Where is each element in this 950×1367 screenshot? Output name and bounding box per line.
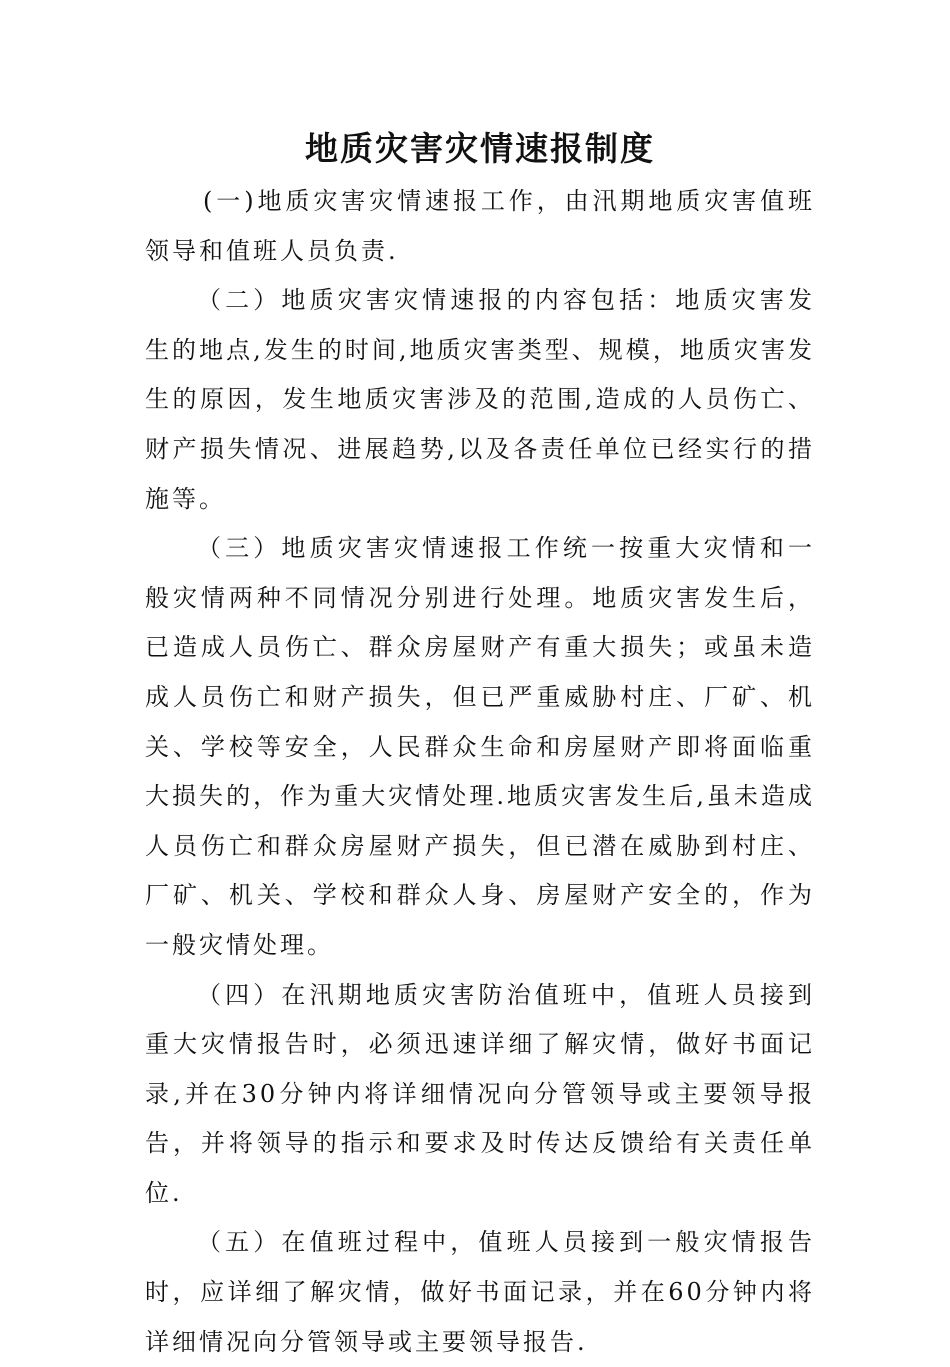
paragraph-4: （四）在汛期地质灾害防治值班中，值班人员接到重大灾情报告时，必须迅速详细了解灾情，做好书面记录,并在30分钟内将详细情况向分管领导或主要领导报告，并将领导的指示和要求及时传达反馈给有关责任单位. (145, 980, 815, 1207)
paragraph-1: (一)地质灾害灾情速报工作，由汛期地质灾害值班领导和值班人员负责. (145, 187, 815, 265)
document-title: 地质灾害灾情速报制度 (305, 129, 655, 168)
document-page (145, 125, 815, 1367)
paragraph-5: （五）在值班过程中，值班人员接到一般灾情报告时，应详细了解灾情，做好书面记录，并在60分钟内将详细情况向分管领导或主要领导报告. (145, 1228, 815, 1356)
paragraph-2: （二）地质灾害灾情速报的内容包括：地质灾害发生的地点,发生的时间,地质灾害类型、规模，地质灾害发生的原因，发生地质灾害涉及的范围,造成的人员伤亡、财产损失情况、进展趋势,以及各责任单位已经实行的措施等。 (145, 286, 815, 513)
paragraph-3: （三）地质灾害灾情速报工作统一按重大灾情和一般灾情两种不同情况分别进行处理。地质灾害发生后，已造成人员伤亡、群众房屋财产有重大损失；或虽未造成人员伤亡和财产损失，但已严重威胁村庄、厂矿、机关、学校等安全，人民群众生命和房屋财产即将面临重大损失的，作为重大灾情处理.地质灾害发生后,虽未造成人员伤亡和群众房屋财产损失，但已潜在威胁到村庄、厂矿、机关、学校和群众人身、房屋财产安全的，作为一般灾情处理。 (145, 534, 815, 959)
